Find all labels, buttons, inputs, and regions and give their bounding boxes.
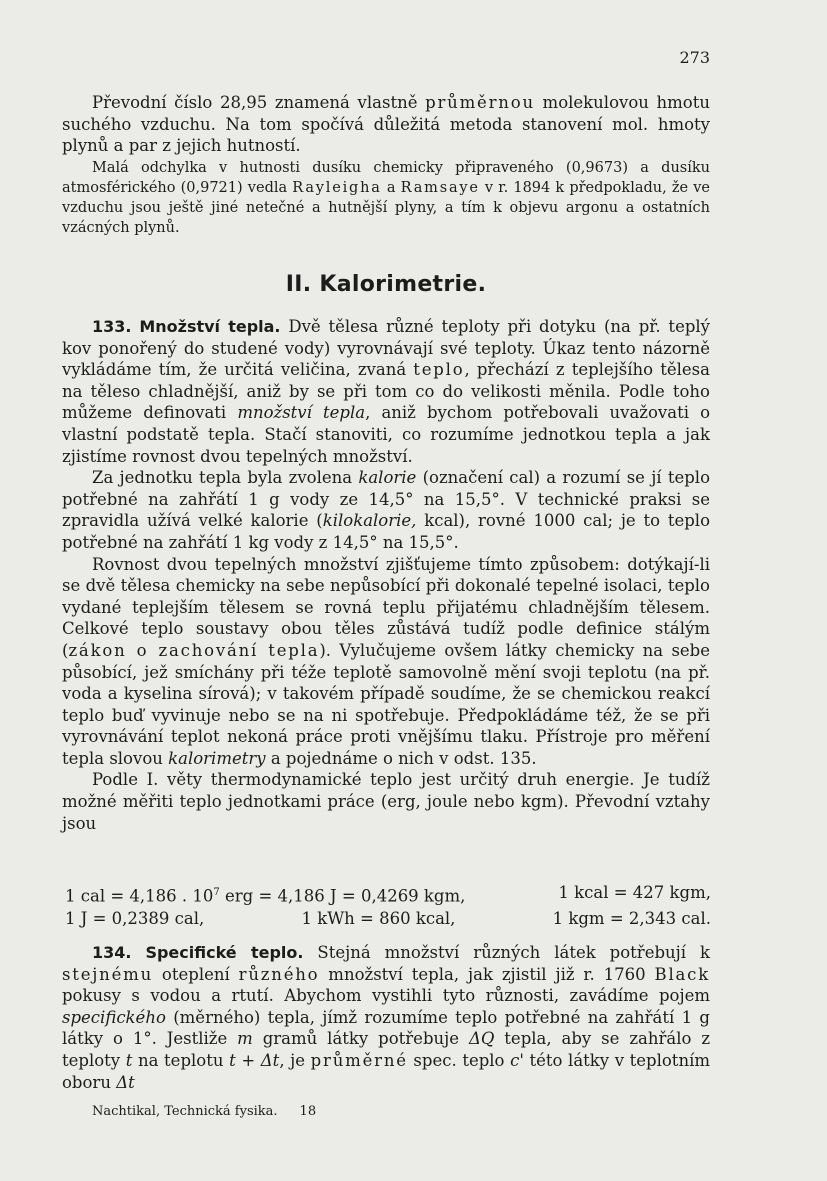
section-number: 134. bbox=[92, 943, 132, 962]
text-span: , aniž bychom potřebovali uvažovati o vlastní podstatě tepla. Stačí stanoviti, co rozumíme jednotkou tepla a jak zjistíme rovnost dvou tepelných množství. bbox=[62, 403, 711, 466]
formula-cell: 1 kWh = 860 kcal, bbox=[301, 908, 456, 928]
section-133-paragraph-4: Podle I. věty thermodynamické teplo jest určitý druh energie. Je tudíž možné měřiti teplo jednotkami práce (erg, joule nebo kgm). Převodní vztahy jsou bbox=[62, 770, 710, 833]
spaced-name: Ramsaye bbox=[400, 180, 480, 196]
formula-row-2 bbox=[65, 908, 711, 930]
spaced-text: různého bbox=[238, 964, 320, 984]
section-133-paragraph-1 bbox=[62, 316, 710, 467]
text-span: na teplotu bbox=[132, 1050, 230, 1070]
section-133-paragraph-2 bbox=[62, 467, 710, 553]
formula-cell: 1 kgm = 2,343 cal. bbox=[552, 908, 711, 928]
math-symbol: ΔQ bbox=[468, 1029, 495, 1049]
page-number: 273 bbox=[679, 48, 710, 67]
formula-cell: 1 kcal = 427 kgm, bbox=[558, 883, 711, 902]
formula-cell bbox=[65, 882, 465, 908]
emphasis: kilokalorie, bbox=[322, 511, 417, 531]
formula-text: erg = 4,186 J = 0,4269 kgm, bbox=[219, 886, 466, 906]
spaced-name: Black bbox=[654, 964, 710, 984]
text-span: Malá odchylka v hutnosti dusíku chemicky připraveného (0,9673) a dusíku atmosférického (0,9721) vedla bbox=[62, 160, 710, 196]
text-span: tepla, aby se zahřálo z teploty bbox=[62, 1029, 711, 1070]
conversion-formulas bbox=[65, 882, 711, 930]
text-span: této látky v teplotním oboru bbox=[62, 1050, 710, 1092]
emphasis: specifického bbox=[62, 1007, 166, 1027]
intro-paragraph-1 bbox=[62, 92, 710, 157]
section-title: Specifické teplo. bbox=[145, 943, 304, 962]
math-symbol: m bbox=[237, 1029, 253, 1049]
section-title: Množství tepla. bbox=[139, 317, 281, 336]
formula-row-1 bbox=[65, 882, 711, 908]
section-133-paragraph-3 bbox=[62, 554, 710, 770]
text-span: v r. 1894 k předpokladu, že ve vzduchu jsou ještě jiné netečné a hutnější plyny, a tím k objevu argonu a ostatních vzácných plynů. bbox=[62, 180, 710, 236]
text-span: oteplení bbox=[153, 964, 239, 984]
spaced-text: průměrné bbox=[310, 1050, 408, 1070]
section-134-paragraph-1 bbox=[62, 942, 710, 1093]
section-133 bbox=[62, 316, 710, 834]
text-span: gramů látky potřebuje bbox=[252, 1029, 469, 1049]
section-number: 133. bbox=[92, 317, 132, 336]
exponent: 7 bbox=[213, 887, 220, 898]
spaced-text: stejnému bbox=[62, 964, 154, 984]
emphasis: kalorimetry bbox=[168, 748, 266, 768]
text-span: pokusy s vodou a rtutí. Abychom vystihli tyto různosti, zavádíme pojem bbox=[62, 986, 710, 1006]
spaced-text: průměrnou bbox=[425, 93, 535, 112]
text-span: , je bbox=[279, 1050, 311, 1070]
spaced-text: teplo bbox=[413, 360, 465, 380]
text-span: ). Vylučujeme ovšem látky chemicky na sebe působící, jež smíchány při téže teplotě samovolně mění svoji teplotu (na př. voda a kyselina sírová); v takovém případě soudíme, že se chemickou reakcí teplo buď vyvinuje nebo se na ni spotřebuje. Předpokládáme též, že se při vyrovnávání teplot nekoná práce proti vnějšímu tlaku. Přístroje pro měření tepla slovou bbox=[62, 640, 711, 768]
math-symbol: t bbox=[125, 1050, 133, 1070]
text-span: množství tepla, jak zjistil již r. 1760 bbox=[319, 964, 655, 984]
signature-mark: 18 bbox=[299, 1104, 317, 1119]
math-symbol: Δt bbox=[116, 1072, 135, 1092]
formula-cell: 1 J = 0,2389 cal, bbox=[65, 908, 205, 928]
text-span: a pojednáme o nich v odst. 135. bbox=[265, 748, 537, 768]
text-span: spec. teplo bbox=[407, 1050, 511, 1070]
text-span: Převodní číslo 28,95 znamená vlastně bbox=[92, 93, 426, 112]
intro-paragraph-2 bbox=[62, 158, 710, 238]
text-span: Dvě tělesa různé teploty při dotyku (na př. teplý kov ponořený do studené vody) vyrovnávají své teploty. Úkaz tento názorně vykládáme tím, že určitá veličina, zvaná bbox=[62, 317, 710, 380]
chapter-heading: II. Kalorimetrie. bbox=[285, 272, 487, 297]
text-span: a bbox=[381, 180, 401, 196]
emphasis: kalorie bbox=[358, 468, 417, 488]
math-symbol: t + Δt bbox=[229, 1050, 280, 1070]
text-span: Stejná množství různých látek potřebují k bbox=[303, 943, 710, 962]
section-134 bbox=[62, 942, 710, 1093]
math-symbol: c' bbox=[510, 1050, 524, 1070]
text-span: Rovnost dvou tepelných množství zjišťujeme tímto způsobem: dotýkají-li se dvě tělesa chemicky na sebe nepůsobící při dokonalé tepelné isolaci, teplo vydané teplejším tělesem se rovná teplu přijatému chladnějším tělesem. Celkové teplo soustavy obou těles zůstává tudíž podle definice stálým ( bbox=[62, 554, 710, 660]
text-span: (označení cal) a rozumí se jí teplo potřebné na zahřátí 1 g vody ze 14,5° na 15,5°. V technické praksi se zpravidla užívá velké kalorie ( bbox=[62, 468, 711, 531]
spaced-text: zákon o zachování tepla bbox=[68, 640, 320, 660]
spaced-name: Rayleigha bbox=[292, 180, 382, 196]
text-span: kcal), rovné 1000 cal; je to teplo potřebné na zahřátí 1 kg vody z 14,5° na 15,5°. bbox=[62, 511, 711, 552]
footer-source: Nachtikal, Technická fysika. bbox=[92, 1104, 278, 1119]
page-footer bbox=[92, 1104, 316, 1119]
text-span: (měrného) tepla, jímž rozumíme teplo potřebné na zahřátí 1 g látky o 1°. Jestliže bbox=[62, 1007, 710, 1049]
emphasis: množství tepla bbox=[237, 403, 366, 423]
text-span: molekulovou hmotu suchého vzduchu. Na tom spočívá důležitá metoda stanovení mol. hmoty plynů a par z jejich hutností. bbox=[62, 93, 710, 155]
text-span: Za jednotku tepla byla zvolena bbox=[92, 468, 359, 488]
formula-text: 1 cal = 4,186 . 10 bbox=[65, 886, 214, 906]
text-span: , přechází z teplejšího tělesa na těleso chladnější, aniž by se při tom co do velikosti měnila. Podle toho můžeme definovati bbox=[62, 360, 710, 423]
